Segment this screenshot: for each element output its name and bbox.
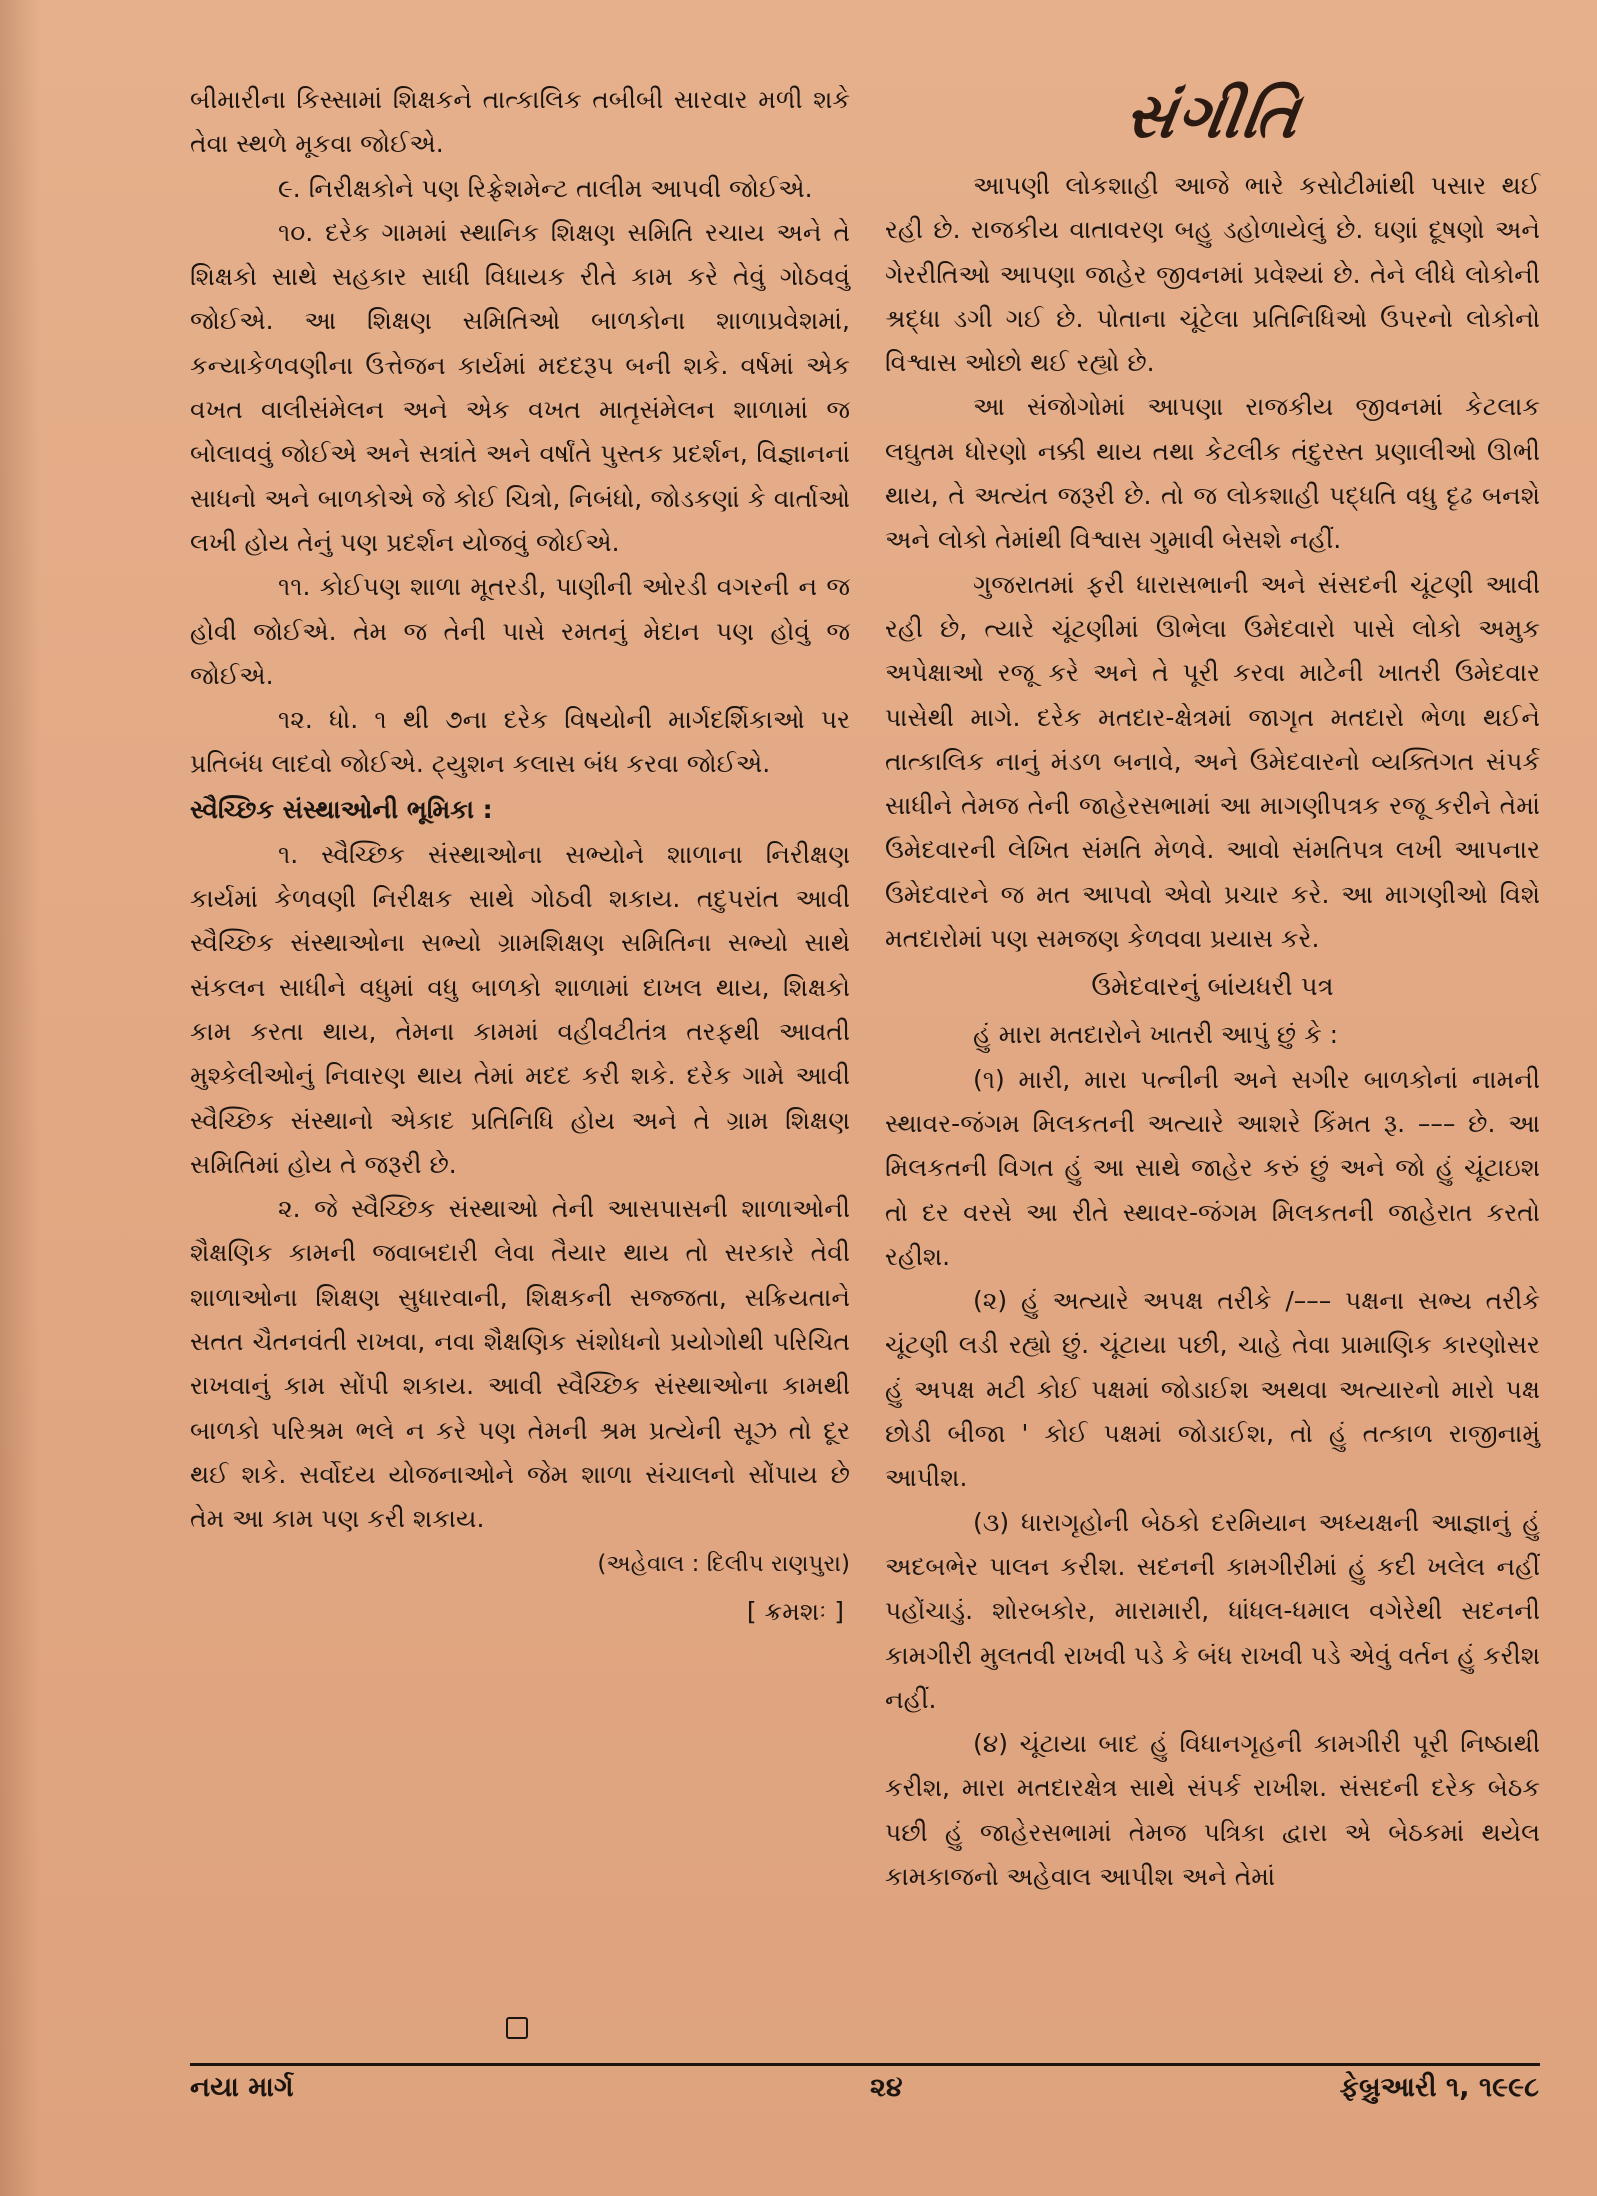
footer-page-number: ૨૪ xyxy=(870,2072,903,2103)
paragraph-elections: ગુજરાતમાં ફરી ધારાસભાની અને સંસદની ચૂંટણી આવી રહી છે, ત્યારે ચૂંટણીમાં ઊભેલા ઉમેદવારો પાસે લોકો અમુક અપેક્ષાઓ રજૂ કરે અને તે પૂરી કરવા માટેની ખાતરી ઉમેદવાર પાસેથી માગે. દરેક મતદાર-ક્ષેત્રમાં જાગૃત મતદારો ભેળા થઈને તાત્કાલિક નાનું મંડળ બનાવે, અને ઉમેદવારનો વ્યક્તિગત સંપર્ક સાધીને તેમજ તેની જાહેરસભામાં આ માગણીપત્રક રજૂ કરીને તેમાં ઉમેદવારની લેખિત સંમતિ મેળવે. આવો સંમતિપત્ર લખી આપનાર ઉમેદવારને જ મત આપવો એવો પ્રચાર કરે. આ માગણીઓ વિશે મતદારોમાં પણ સમજણ કેળવવા પ્રયાસ કરે. xyxy=(885,569,1540,954)
pledge-heading: ઉમેદવારનું બાંયધરી પત્ર xyxy=(1091,972,1334,1003)
column-title: સંગીતિ xyxy=(1120,79,1305,152)
paragraph-ngo-2: ૨. જે સ્વૈચ્છિક સંસ્થાઓ તેની આસપાસની શાળાઓની શૈક્ષણિક કામની જવાબદારી લેવા તૈયાર થાય તો સરકારે તેવી શાળાઓના શિક્ષણ સુધારવાની, શિક્ષકની સજ્જતા, સક્રિયતાને સતત ચૈતનવંતી રાખવા, નવા શૈક્ષણિક સંશોધનો પ્રયોગોથી પરિચિત રાખવાનું કામ સોંપી શકાય. આવી સ્વૈચ્છિક સંસ્થાઓના કામથી બાળકો પરિશ્રમ ભલે ન કરે પણ તેમની શ્રમ પ્રત્યેની સૂઝ તો દૂર થઈ શકે. સર્વોદય યોજનાઓને જેમ શાળા સંચાલનો સોંપાય છે તેમ આ કામ પણ કરી શકાય. xyxy=(190,1194,850,1534)
paragraph-point-12: ૧૨. ધો. ૧ થી ૭ના દરેક વિષયોની માર્ગદર્શિકાઓ પર પ્રતિબંધ લાદવો જોઈએ. ટ્યુશન કલાસ બંધ કરવા જોઈએ. xyxy=(190,705,850,779)
pledge-item-1: (૧) મારી, મારા પત્નીની અને સગીર બાળકોનાં નામની સ્થાવર-જંગમ મિલકતની અત્યારે આશરે કિંમત રૂ. ––– છે. આ મિલકતની વિગત હું આ સાથે જાહેર કરું છું અને જો હું ચૂંટાઇશ તો દર વરસે આ રીતે સ્થાવર-જંગમ મિલકતની જાહેરાત કરતો રહીશ. xyxy=(885,1064,1540,1271)
paragraph-point-11: ૧૧. કોઈપણ શાળા મૂતરડી, પાણીની ઓરડી વગરની ન જ હોવી જોઈએ. તેમ જ તેની પાસે રમતનું મેદાન પણ હોવું જ જોઈએ. xyxy=(190,572,850,690)
paragraph-ngo-1: ૧. સ્વૈચ્છિક સંસ્થાઓના સભ્યોને શાળાના નિરીક્ષણ કાર્યમાં કેળવણી નિરીક્ષક સાથે ગોઠવી શકાય. તદુપરાંત આવી સ્વૈચ્છિક સંસ્થાઓના સભ્યો ગ્રામશિક્ષણ સમિતિના સભ્યો સાથે સંકલન સાધીને વધુમાં વધુ બાળકો શાળામાં દાખલ થાય, શિક્ષકો કામ કરતા થાય, તેમના કામમાં વહીવટીતંત્ર તરફથી આવતી મુશ્કેલીઓનું નિવારણ થાય તેમાં મદદ કરી શકે. દરેક ગામે આવી સ્વૈચ્છિક સંસ્થાનો એકાદ પ્રતિનિધિ હોય અને તે ગ્રામ શિક્ષણ સમિતિમાં હોય તે જરૂરી છે. xyxy=(190,839,850,1179)
pledge-item-2: (૨) હું અત્યારે અપક્ષ તરીકે /––– પક્ષના સભ્ય તરીકે ચૂંટણી લડી રહ્યો છું. ચૂંટાયા પછી, ચાહે તેવા પ્રામાણિક કારણોસર હું અપક્ષ મટી કોઈ પક્ષમાં જોડાઈશ અથવા અત્યારનો મારો પક્ષ છોડી બીજા ' કોઈ પક્ષમાં જોડાઈશ, તો હું તત્કાળ રાજીનામું આપીશ. xyxy=(885,1286,1540,1493)
end-of-article-box-icon xyxy=(506,2017,528,2039)
report-credit: (અહેવાલ : દિલીપ રાણપુરા) xyxy=(597,1550,850,1577)
paragraph-point-9: ૯. નિરીક્ષકોને પણ રિફ્રેશમેન્ટ તાલીમ આપવી જોઈએ. xyxy=(278,173,813,203)
footer-date: ફેબ્રુઆરી ૧, ૧૯૯૮ xyxy=(1339,2072,1539,2103)
footer-publication: નયા માર્ગ xyxy=(190,2072,294,2103)
paragraph-point-10: ૧૦. દરેક ગામમાં સ્થાનિક શિક્ષણ સમિતિ રચાય અને તે શિક્ષકો સાથે સહકાર સાધી વિધાયક રીતે કામ કરે તેવું ગોઠવવું જોઈએ. આ શિક્ષણ સમિતિઓ બાળકોના શાળાપ્રવેશમાં, કન્યાકેળવણીના ઉત્તેજન કાર્યમાં મદદરૂપ બની શકે. વર્ષમાં એક વખત વાલીસંમેલન અને એક વખત માતૃસંમેલન શાળામાં જ બોલાવવું જોઈએ અને સત્રાંતે અને વર્ષાંતે પુસ્તક પ્રદર્શન, વિજ્ઞાનનાં સાધનો અને બાળકોએ જે કોઈ ચિત્રો, નિબંધો, જોડકણાં કે વાર્તાઓ લખી હોય તેનું પણ પ્રદર્શન યોજવું જોઈએ. xyxy=(190,217,850,557)
paragraph-intro: આપણી લોકશાહી આજે ભારે કસોટીમાંથી પસાર થઈ રહી છે. રાજકીય વાતાવરણ બહુ ડહોળાયેલું છે. ઘણાં દૂષણો અને ગેરરીતિઓ આપણા જાહેર જીવનમાં પ્રવેશ્યાં છે. તેને લીધે લોકોની શ્રદ્ધા ડગી ગઈ છે. પોતાના ચૂંટેલા પ્રતિનિધિઓ ઉપરનો લોકોનો વિશ્વાસ ઓછો થઈ રહ્યો છે. xyxy=(885,171,1540,378)
footer-rule xyxy=(190,2063,1540,2066)
paragraph-circumstances: આ સંજોગોમાં આપણા રાજકીય જીવનમાં કેટલાક લઘુતમ ધોરણો નક્કી થાય તથા કેટલીક તંદુરસ્ત પ્રણાલીઓ ઊભી થાય, તે અત્યંત જરૂરી છે. તો જ લોકશાહી પદ્ધતિ વધુ દૃઢ બનશે અને લોકો તેમાંથી વિશ્વાસ ગુમાવી બેસશે નહીં. xyxy=(885,392,1540,555)
paragraph-continued: બીમારીના કિસ્સામાં શિક્ષકને તાત્કાલિક તબીબી સારવાર મળી શકે તેવા સ્થળે મૂકવા જોઈએ. xyxy=(190,85,850,159)
pledge-item-4: (૪) ચૂંટાયા બાદ હું વિધાનગૃહની કામગીરી પૂરી નિષ્ઠાથી કરીશ, મારા મતદારક્ષેત્ર સાથે સંપર્ક રાખીશ. સંસદની દરેક બેઠક પછી હું જાહેરસભામાં તેમજ પત્રિકા દ્વારા એ બેઠકમાં થયેલ કામકાજનો અહેવાલ આપીશ અને તેમાં xyxy=(885,1729,1540,1891)
left-column xyxy=(190,78,850,1634)
section-heading: સ્વૈચ્છિક સંસ્થાઓની ભૂમિકા : xyxy=(190,794,493,824)
pledge-item-3: (૩) ધારાગૃહોની બેઠકો દરમિયાન અધ્યક્ષની આજ્ઞાનું હું અદબભેર પાલન કરીશ. સદનની કામગીરીમાં હું કદી ખલેલ નહીં પહોંચાડું. શોરબકોર, મારામારી, ધાંધલ-ધમાલ વગેરેથી સદનની કામગીરી મુલતવી રાખવી પડે કે બંધ રાખવી પડે એવું વર્તન હું કરીશ નહીં. xyxy=(885,1507,1540,1714)
continued-marker: [ ક્રમશઃ ] xyxy=(746,1596,844,1626)
paragraph-pledge-intro: હું મારા મતદારોને ખાતરી આપું છું કે : xyxy=(973,1020,1339,1050)
right-column xyxy=(885,78,1540,1899)
page-edge-shadow xyxy=(0,0,40,2196)
